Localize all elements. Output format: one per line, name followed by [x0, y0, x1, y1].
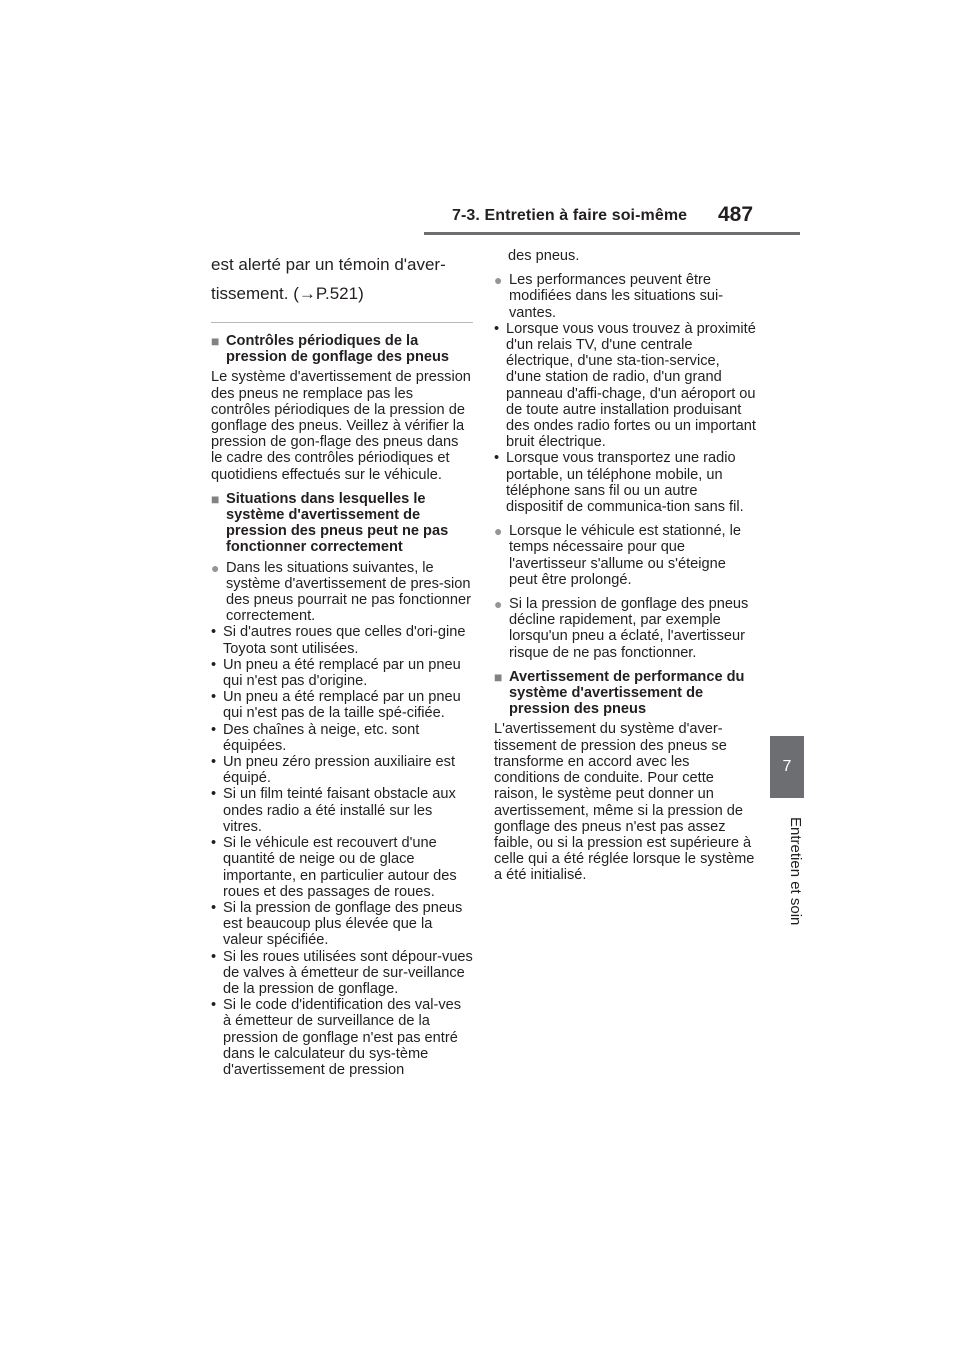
list-item: • Des chaînes à neige, etc. sont équipées. — [211, 721, 420, 754]
bullet-item — [494, 523, 758, 588]
heading-malfunction-situations — [211, 491, 473, 556]
list-item: • Si d'autres roues que celles d'ori-gine Toyota sont utilisées. — [211, 624, 466, 657]
page-number: 487 — [718, 203, 754, 226]
list-item: • Un pneu a été remplacé par un pneu qui n'est pas d'origine. — [211, 656, 461, 690]
bullet-text: Si la pression de gonflage des pneus décline rapidement, par exemple lorsqu'un pneu a éclaté, l'avertisseur risque de ne pas fonctionner. — [509, 596, 749, 661]
list-item: • Si le véhicule est recouvert d'une quantité de neige ou de glace importante, en particulier autour des roues et des passages de roues. — [211, 835, 457, 900]
heading-text: Contrôles périodiques de la pression de gonflage des pneus — [226, 333, 450, 366]
chapter-side-label: Entretien et soin — [787, 816, 804, 926]
circle-bullet-icon: ● — [494, 523, 503, 540]
heading-text: Avertissement de performance du système d'avertissement de pression des pneus — [509, 668, 745, 718]
list-item: • Un pneu a été remplacé par un pneu qui n'est pas de la taille spé-cifiée. — [211, 689, 461, 722]
heading-performance-warning — [494, 669, 758, 718]
section-divider — [211, 322, 473, 323]
heading-text: Situations dans lesquelles le système d'avertissement de pression des pneus peut ne pas fonctionner correctement — [226, 490, 449, 556]
left-column — [211, 240, 473, 1078]
square-marker-icon: ■ — [211, 333, 220, 349]
list-item: • Si le code d'identification des val-ves à émetteur de surveillance de la pression de gonflage n'est pas entré dans le calculateur du sys-tème d'avertissement de pression — [211, 997, 462, 1078]
bullet-item — [494, 272, 758, 321]
chapter-tab: 7 — [770, 736, 804, 798]
bullet-item — [494, 596, 758, 661]
list-item: • Lorsque vous transportez une radio portable, un téléphone mobile, un téléphone sans fil ou un autre dispositif de communica-tion sans fil. — [494, 450, 744, 516]
bullet-item — [211, 560, 473, 625]
paragraph-performance-warning: L'avertissement du système d'aver-tissement de pression des pneus se transforme en accord avec les conditions de conduite. Pour cette raison, le système peut donner un avertissement, même si la pression de gonflage des pneus n'est pas assez faible, ou si la pression est supérieure à celle qui a été réglée lorsque le système a été initialisé. — [494, 721, 755, 884]
right-column — [494, 240, 758, 892]
heading-periodic-checks — [211, 333, 473, 365]
intro-text — [211, 250, 473, 308]
paragraph-periodic-checks: Le système d'avertissement de pression des pneus ne remplace pas les contrôles périodiques de la pression de gonflage des pneus. Veillez à vérifier la pression de gon-flage des pneus dans le cadre des contrôles périodiques et quotidiens effectués sur le véhicule. — [211, 369, 471, 483]
square-marker-icon: ■ — [494, 668, 503, 685]
bullet-text: Dans les situations suivantes, le système d'avertissement de pres-sion des pneus pourrait ne pas fonctionner correctement. — [226, 559, 472, 625]
square-marker-icon: ■ — [211, 490, 220, 507]
list-item: • Si un film teinté faisant obstacle aux ondes radio a été installé sur les vitres. — [211, 786, 456, 835]
circle-bullet-icon: ● — [494, 596, 503, 613]
header-rule — [424, 232, 800, 235]
list-item: • Un pneu zéro pression auxiliaire est équipé. — [211, 754, 456, 787]
circle-bullet-icon: ● — [211, 559, 220, 576]
list-item: • Si les roues utilisées sont dépour-vues de valves à émetteur de sur-veillance de la pression de gonflage. — [211, 948, 473, 997]
continuation-text: des pneus. — [508, 248, 580, 264]
sub-list — [494, 321, 758, 515]
sub-list — [211, 624, 473, 1078]
intro-line-2: tissement. (→P.521) — [211, 284, 364, 303]
intro-line-1: est alerté par un témoin d'aver- — [211, 255, 446, 274]
list-item: • Lorsque vous vous trouvez à proximité d'un relais TV, d'une centrale électrique, d'une sta-tion-service, d'une station de radio, d'un grand panneau d'affi-chage, d'un aéroport ou de toute autre installation produisant des ondes radio fortes ou un important bruit électrique. — [494, 320, 756, 451]
bullet-text: Lorsque le véhicule est stationné, le temps nécessaire pour que l'avertisseur s'allume ou s'éteigne peut être prolongé. — [509, 523, 742, 588]
list-item: • Si la pression de gonflage des pneus est beaucoup plus élevée que la valeur spécifiée. — [211, 899, 463, 949]
section-title: 7-3. Entretien à faire soi-même — [452, 207, 688, 224]
circle-bullet-icon: ● — [494, 272, 503, 289]
bullet-text: Les performances peuvent être modifiées dans les situations sui-vantes. — [509, 272, 724, 321]
